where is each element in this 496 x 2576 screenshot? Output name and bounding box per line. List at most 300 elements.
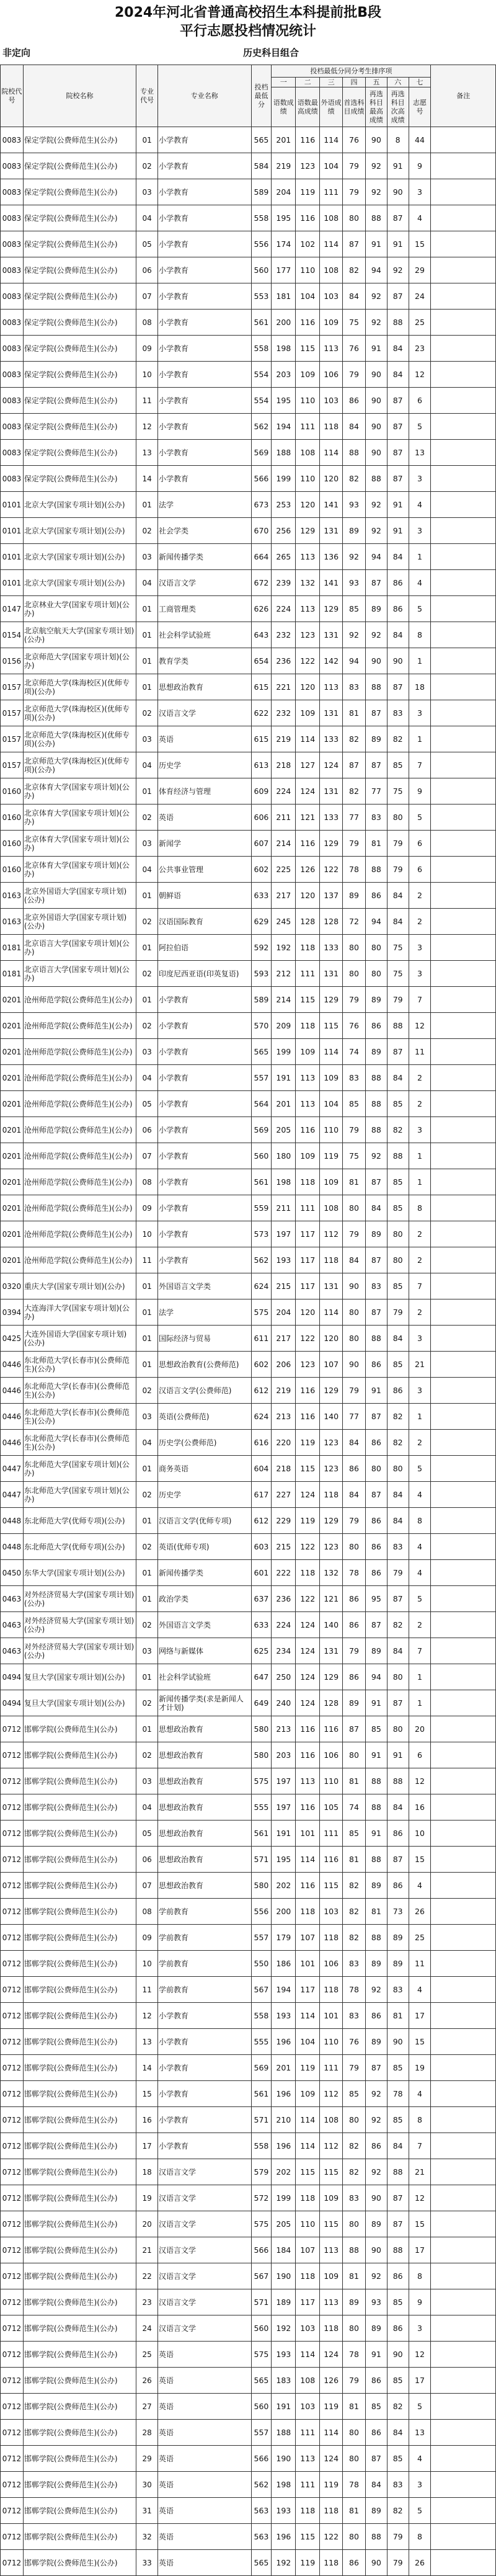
- foreign-language-cell: 110: [320, 2029, 343, 2055]
- second-subject-next-cell: 84: [387, 622, 409, 648]
- major-name-cell: 小学教育: [158, 179, 252, 205]
- table-row: [1, 336, 496, 362]
- remark-cell: [431, 1638, 496, 1664]
- table-row: [1, 1299, 496, 1326]
- school-code-cell: 0201: [1, 1247, 24, 1273]
- chinese-math-score-cell: 232: [272, 622, 296, 648]
- remark-cell: [431, 2263, 496, 2289]
- chinese-math-score-cell: 200: [272, 310, 296, 336]
- tiebreak-number: 一: [272, 78, 296, 87]
- remark-cell: [431, 518, 496, 544]
- remark-cell: [431, 1117, 496, 1143]
- admission-type-label: 非定向: [2, 47, 31, 58]
- chinese-math-score-cell: 190: [272, 2263, 296, 2289]
- school-code-cell: 0320: [1, 1273, 24, 1299]
- choice-number-cell: 11: [409, 1951, 431, 1977]
- second-subject-max-cell: 86: [365, 1560, 387, 1586]
- second-subject-next-cell: 87: [387, 1586, 409, 1612]
- chinese-math-max-cell: 118: [296, 1560, 320, 1586]
- chinese-math-score-cell: 212: [272, 961, 296, 987]
- tiebreak-number: 七: [409, 78, 431, 87]
- remark-cell: [431, 622, 496, 648]
- remark-cell: [431, 883, 496, 909]
- second-subject-max-cell: 91: [365, 1690, 387, 1716]
- first-subject-cell: 85: [343, 2081, 366, 2107]
- choice-number-cell: 5: [409, 804, 431, 831]
- remark-cell: [431, 935, 496, 961]
- second-subject-max-cell: 86: [365, 1430, 387, 1456]
- table-row: [1, 2133, 496, 2159]
- chinese-math-max-cell: 118: [296, 2185, 320, 2211]
- second-subject-next-cell: 86: [387, 1378, 409, 1404]
- choice-number-cell: 4: [409, 570, 431, 596]
- second-subject-next-cell: 75: [387, 961, 409, 987]
- major-code-cell: 04: [136, 570, 158, 596]
- second-subject-next-cell: 87: [387, 388, 409, 414]
- chinese-math-score-cell: 232: [272, 700, 296, 726]
- school-code-cell: 0712: [1, 2289, 24, 2315]
- remark-cell: [431, 414, 496, 440]
- major-code-cell: 04: [136, 752, 158, 778]
- min-score-cell: 575: [251, 1768, 272, 1794]
- choice-number-cell: 13: [409, 2420, 431, 2446]
- chinese-math-max-cell: 124: [296, 1664, 320, 1690]
- foreign-language-cell: 133: [320, 726, 343, 752]
- min-score-cell: 567: [251, 1977, 272, 2003]
- school-name-cell: 邯郸学院(公费师范生)(公办): [23, 2550, 136, 2576]
- school-code-cell: 0712: [1, 2185, 24, 2211]
- major-code-cell: 01: [136, 1664, 158, 1690]
- second-subject-next-cell: 82: [387, 1430, 409, 1456]
- foreign-language-cell: 109: [320, 2185, 343, 2211]
- second-subject-max-cell: 88: [365, 1925, 387, 1951]
- first-subject-cell: 89: [343, 518, 366, 544]
- major-name-cell: 国际经济与贸易: [158, 1326, 252, 1352]
- chinese-math-score-cell: 215: [272, 1534, 296, 1560]
- foreign-language-cell: 108: [320, 257, 343, 283]
- major-name-cell: 外国语言文学类: [158, 1273, 252, 1299]
- school-name-cell: 保定学院(公费师范生)(公办): [23, 231, 136, 257]
- table-row: [1, 2185, 496, 2211]
- chinese-math-score-cell: 181: [272, 283, 296, 310]
- chinese-math-max-cell: 118: [296, 1013, 320, 1039]
- chinese-math-max-cell: 115: [296, 336, 320, 362]
- choice-number-cell: 1: [409, 1690, 431, 1716]
- remark-cell: [431, 752, 496, 778]
- chinese-math-max-cell: 114: [296, 2107, 320, 2133]
- major-code-cell: 02: [136, 1378, 158, 1404]
- first-subject-cell: 80: [343, 2315, 366, 2342]
- major-name-cell: 汉语国际教育: [158, 909, 252, 935]
- chinese-math-max-cell: 118: [296, 2263, 320, 2289]
- min-score-cell: 569: [251, 1117, 272, 1143]
- table-row: [1, 648, 496, 674]
- first-subject-cell: 86: [343, 2550, 366, 2576]
- first-subject-cell: 82: [343, 2159, 366, 2185]
- choice-number-cell: 25: [409, 1925, 431, 1951]
- school-name-cell: 对外经济贸易大学(国家专项计划)(公办): [23, 1638, 136, 1664]
- school-name-cell: 东北师范大学(长春市)(公费师范生)(公办): [23, 1378, 136, 1404]
- first-subject-cell: 84: [343, 1430, 366, 1456]
- school-name-cell: 沧州师范学院(公费师范生)(公办): [23, 1091, 136, 1117]
- chinese-math-max-cell: 122: [296, 1326, 320, 1352]
- school-name-cell: 邯郸学院(公费师范生)(公办): [23, 2185, 136, 2211]
- first-subject-cell: 79: [343, 362, 366, 388]
- foreign-language-cell: 128: [320, 909, 343, 935]
- remark-cell: [431, 127, 496, 153]
- min-score-cell: 555: [251, 2029, 272, 2055]
- foreign-language-cell: 140: [320, 1612, 343, 1638]
- second-subject-max-cell: 92: [365, 1977, 387, 2003]
- major-code-cell: 03: [136, 1638, 158, 1664]
- school-code-cell: 0083: [1, 283, 24, 310]
- chinese-math-max-cell: 109: [296, 1039, 320, 1065]
- second-subject-next-cell: 87: [387, 2185, 409, 2211]
- foreign-language-cell: 118: [320, 1482, 343, 1508]
- major-code-cell: 03: [136, 1404, 158, 1430]
- min-score-cell: 560: [251, 2315, 272, 2342]
- chinese-math-max-cell: 120: [296, 492, 320, 518]
- choice-number-cell: 26: [409, 1899, 431, 1925]
- second-subject-max-cell: 89: [365, 987, 387, 1013]
- school-name-cell: 邯郸学院(公费师范生)(公办): [23, 2211, 136, 2237]
- chinese-math-score-cell: 200: [272, 1899, 296, 1925]
- foreign-language-cell: 123: [320, 1456, 343, 1482]
- second-subject-max-cell: 89: [365, 1951, 387, 1977]
- min-score-cell: 565: [251, 2550, 272, 2576]
- school-code-cell: 0157: [1, 752, 24, 778]
- major-code-cell: 01: [136, 1456, 158, 1482]
- school-name-cell: 北京大学(国家专项计划)(公办): [23, 544, 136, 570]
- table-row: [1, 2211, 496, 2237]
- school-code-cell: 0157: [1, 700, 24, 726]
- major-name-cell: 网络与新媒体: [158, 1638, 252, 1664]
- school-name-cell: 邯郸学院(公费师范生)(公办): [23, 2446, 136, 2472]
- min-score-cell: 571: [251, 1847, 272, 1873]
- school-code-cell: 0712: [1, 2107, 24, 2133]
- chinese-math-score-cell: 218: [272, 1456, 296, 1482]
- chinese-math-max-cell: 119: [296, 2055, 320, 2081]
- first-subject-cell: 88: [343, 2237, 366, 2263]
- choice-number-cell: 8: [409, 2524, 431, 2550]
- choice-number-cell: 6: [409, 831, 431, 857]
- choice-number-cell: 5: [409, 2394, 431, 2420]
- major-code-cell: 03: [136, 1039, 158, 1065]
- major-name-cell: 朝鲜语: [158, 883, 252, 909]
- first-subject-cell: 79: [343, 1508, 366, 1534]
- second-subject-next-cell: 91: [387, 231, 409, 257]
- foreign-language-cell: 133: [320, 935, 343, 961]
- remark-cell: [431, 466, 496, 492]
- choice-number-cell: 25: [409, 310, 431, 336]
- min-score-cell: 561: [251, 1821, 272, 1847]
- remark-cell: [431, 1299, 496, 1326]
- remark-cell: [431, 544, 496, 570]
- major-name-cell: 英语: [158, 2368, 252, 2394]
- second-subject-next-cell: 90: [387, 179, 409, 205]
- remark-cell: [431, 492, 496, 518]
- first-subject-cell: 80: [343, 2446, 366, 2472]
- chinese-math-max-cell: 115: [296, 1456, 320, 1482]
- school-code-cell: 0201: [1, 1013, 24, 1039]
- foreign-language-cell: 142: [320, 648, 343, 674]
- second-subject-max-cell: 80: [365, 935, 387, 961]
- school-name-cell: 东北师范大学(长春市)(公费师范生)(公办): [23, 1430, 136, 1456]
- school-code-cell: 0712: [1, 2211, 24, 2237]
- second-subject-max-cell: 89: [365, 1873, 387, 1899]
- chinese-math-score-cell: 199: [272, 466, 296, 492]
- major-code-cell: 10: [136, 1221, 158, 1247]
- chinese-math-max-cell: 110: [296, 257, 320, 283]
- chinese-math-max-cell: 111: [296, 2472, 320, 2498]
- school-code-cell: 0712: [1, 2446, 24, 2472]
- major-code-cell: 09: [136, 1195, 158, 1221]
- choice-number-cell: 21: [409, 1352, 431, 1378]
- major-name-cell: 思想政治教育: [158, 1716, 252, 1742]
- remark-cell: [431, 2211, 496, 2237]
- major-name-cell: 历史学: [158, 1482, 252, 1508]
- min-score-cell: 557: [251, 1925, 272, 1951]
- table-row: [1, 596, 496, 622]
- school-code-cell: 0712: [1, 1873, 24, 1899]
- school-code-cell: 0712: [1, 1716, 24, 1742]
- foreign-language-cell: 110: [320, 1768, 343, 1794]
- choice-number-cell: 2: [409, 883, 431, 909]
- school-name-cell: 大连海洋大学(国家专项计划)(公办): [23, 1299, 136, 1326]
- foreign-language-cell: 118: [320, 2550, 343, 2576]
- major-code-cell: 27: [136, 2394, 158, 2420]
- chinese-math-max-cell: 116: [296, 1117, 320, 1143]
- chinese-math-max-cell: 124: [296, 1638, 320, 1664]
- school-name-cell: 邯郸学院(公费师范生)(公办): [23, 1821, 136, 1847]
- foreign-language-cell: 118: [320, 1247, 343, 1273]
- school-name-cell: 沧州师范学院(公费师范生)(公办): [23, 987, 136, 1013]
- foreign-language-cell: 129: [320, 596, 343, 622]
- major-code-cell: 02: [136, 1690, 158, 1716]
- second-subject-max-cell: 89: [365, 2211, 387, 2237]
- major-code-cell: 20: [136, 2211, 158, 2237]
- chinese-math-score-cell: 193: [272, 1247, 296, 1273]
- chinese-math-score-cell: 250: [272, 1664, 296, 1690]
- first-subject-cell: 85: [343, 596, 366, 622]
- choice-number-cell: 7: [409, 1638, 431, 1664]
- school-name-cell: 邯郸学院(公费师范生)(公办): [23, 2368, 136, 2394]
- min-score-cell: 563: [251, 2498, 272, 2524]
- first-subject-cell: 89: [343, 883, 366, 909]
- major-code-cell: 01: [136, 987, 158, 1013]
- major-name-cell: 汉语言文学: [158, 700, 252, 726]
- chinese-math-score-cell: 218: [272, 752, 296, 778]
- chinese-math-score-cell: 211: [272, 804, 296, 831]
- table-row: [1, 2289, 496, 2315]
- second-subject-next-cell: 86: [387, 596, 409, 622]
- major-code-cell: 01: [136, 1352, 158, 1378]
- major-name-cell: 新闻传播学类: [158, 544, 252, 570]
- major-code-cell: 11: [136, 1977, 158, 2003]
- chinese-math-score-cell: 180: [272, 1143, 296, 1169]
- choice-number-cell: 17: [409, 2003, 431, 2029]
- foreign-language-cell: 115: [320, 1873, 343, 1899]
- school-name-cell: 沧州师范学院(公费师范生)(公办): [23, 1195, 136, 1221]
- remark-cell: [431, 1951, 496, 1977]
- chinese-math-max-cell: 110: [296, 2211, 320, 2237]
- school-name-cell: 北京语言大学(国家专项计划)(公办): [23, 961, 136, 987]
- school-name-cell: 对外经济贸易大学(国家专项计划)(公办): [23, 1586, 136, 1612]
- tiebreak-label: 志愿号: [409, 87, 431, 127]
- major-code-cell: 01: [136, 935, 158, 961]
- second-subject-next-cell: 87: [387, 1039, 409, 1065]
- second-subject-max-cell: 93: [365, 2289, 387, 2315]
- first-subject-cell: 94: [343, 648, 366, 674]
- tiebreak-label: 语数最高成绩: [296, 87, 320, 127]
- col-header-tiebreak-group: 投档最低分同分考生排序项: [272, 65, 431, 78]
- chinese-math-max-cell: 108: [296, 440, 320, 466]
- choice-number-cell: 12: [409, 2185, 431, 2211]
- school-name-cell: 保定学院(公费师范生)(公办): [23, 283, 136, 310]
- choice-number-cell: 3: [409, 1326, 431, 1352]
- major-code-cell: 01: [136, 596, 158, 622]
- table-row: [1, 492, 496, 518]
- chinese-math-score-cell: 206: [272, 1352, 296, 1378]
- chinese-math-score-cell: 197: [272, 1794, 296, 1821]
- choice-number-cell: 8: [409, 1508, 431, 1534]
- school-name-cell: 保定学院(公费师范生)(公办): [23, 257, 136, 283]
- choice-number-cell: 4: [409, 1482, 431, 1508]
- first-subject-cell: 90: [343, 1273, 366, 1299]
- second-subject-max-cell: 88: [365, 1326, 387, 1352]
- first-subject-cell: 87: [343, 1716, 366, 1742]
- school-name-cell: 东北师范大学(优师专项)(公办): [23, 1508, 136, 1534]
- first-subject-cell: 93: [343, 492, 366, 518]
- school-code-cell: 0163: [1, 909, 24, 935]
- major-code-cell: 15: [136, 2081, 158, 2107]
- school-code-cell: 0083: [1, 310, 24, 336]
- table-row: [1, 2237, 496, 2263]
- major-name-cell: 英语: [158, 726, 252, 752]
- choice-number-cell: 17: [409, 2368, 431, 2394]
- remark-cell: [431, 726, 496, 752]
- chinese-math-max-cell: 119: [296, 1508, 320, 1534]
- remark-cell: [431, 2289, 496, 2315]
- second-subject-max-cell: 90: [365, 362, 387, 388]
- tiebreak-label: 再选科目次高成绩: [387, 87, 409, 127]
- school-code-cell: 0712: [1, 1768, 24, 1794]
- min-score-cell: 557: [251, 1065, 272, 1091]
- min-score-cell: 560: [251, 257, 272, 283]
- major-code-cell: 12: [136, 414, 158, 440]
- col-header-major-code: 专业代号: [136, 65, 158, 127]
- foreign-language-cell: 123: [320, 1430, 343, 1456]
- school-name-cell: 沧州师范学院(公费师范生)(公办): [23, 1065, 136, 1091]
- remark-cell: [431, 674, 496, 700]
- first-subject-cell: 79: [343, 179, 366, 205]
- tiebreak-label: 再选科目最高成绩: [365, 87, 387, 127]
- school-name-cell: 邯郸学院(公费师范生)(公办): [23, 2159, 136, 2185]
- major-code-cell: 12: [136, 2003, 158, 2029]
- first-subject-cell: 81: [343, 1169, 366, 1195]
- school-name-cell: 北京大学(国家专项计划)(公办): [23, 570, 136, 596]
- table-row: [1, 2263, 496, 2289]
- school-name-cell: 东北师范大学(优师专项)(公办): [23, 1534, 136, 1560]
- second-subject-max-cell: 91: [365, 231, 387, 257]
- table-row: [1, 2107, 496, 2133]
- foreign-language-cell: 118: [320, 1925, 343, 1951]
- major-name-cell: 小学教育: [158, 466, 252, 492]
- second-subject-next-cell: 87: [387, 466, 409, 492]
- remark-cell: [431, 2159, 496, 2185]
- second-subject-max-cell: 88: [365, 466, 387, 492]
- chinese-math-max-cell: 118: [296, 935, 320, 961]
- min-score-cell: 643: [251, 622, 272, 648]
- second-subject-next-cell: 80: [387, 1456, 409, 1482]
- school-name-cell: 保定学院(公费师范生)(公办): [23, 310, 136, 336]
- choice-number-cell: 8: [409, 2107, 431, 2133]
- second-subject-next-cell: 83: [387, 1977, 409, 2003]
- foreign-language-cell: 116: [320, 1716, 343, 1742]
- major-name-cell: 英语: [158, 804, 252, 831]
- remark-cell: [431, 2394, 496, 2420]
- remark-cell: [431, 831, 496, 857]
- school-code-cell: 0083: [1, 466, 24, 492]
- chinese-math-max-cell: 126: [296, 857, 320, 883]
- chinese-math-max-cell: 116: [296, 1404, 320, 1430]
- major-code-cell: 17: [136, 2133, 158, 2159]
- remark-cell: [431, 1404, 496, 1430]
- first-subject-cell: 86: [343, 1612, 366, 1638]
- school-name-cell: 保定学院(公费师范生)(公办): [23, 362, 136, 388]
- col-header-remark: 备注: [431, 65, 496, 127]
- major-name-cell: 新闻传播学类: [158, 1560, 252, 1586]
- choice-number-cell: 2: [409, 909, 431, 935]
- second-subject-max-cell: 86: [365, 2368, 387, 2394]
- second-subject-next-cell: 88: [387, 310, 409, 336]
- table-row: [1, 414, 496, 440]
- tiebreak-number: 六: [387, 78, 409, 87]
- school-name-cell: 邯郸学院(公费师范生)(公办): [23, 2107, 136, 2133]
- second-subject-next-cell: 85: [387, 752, 409, 778]
- school-code-cell: 0712: [1, 1742, 24, 1768]
- chinese-math-score-cell: 188: [272, 440, 296, 466]
- chinese-math-score-cell: 245: [272, 909, 296, 935]
- remark-cell: [431, 1716, 496, 1742]
- chinese-math-score-cell: 188: [272, 2420, 296, 2446]
- remark-cell: [431, 2133, 496, 2159]
- major-code-cell: 09: [136, 1925, 158, 1951]
- table-row: [1, 935, 496, 961]
- chinese-math-max-cell: 101: [296, 1821, 320, 1847]
- chinese-math-max-cell: 102: [296, 231, 320, 257]
- remark-cell: [431, 1664, 496, 1690]
- second-subject-next-cell: 87: [387, 2211, 409, 2237]
- chinese-math-max-cell: 118: [296, 1899, 320, 1925]
- first-subject-cell: 82: [343, 778, 366, 804]
- major-code-cell: 01: [136, 1299, 158, 1326]
- second-subject-next-cell: 84: [387, 544, 409, 570]
- second-subject-max-cell: 88: [365, 857, 387, 883]
- school-name-cell: 邯郸学院(公费师范生)(公办): [23, 1847, 136, 1873]
- foreign-language-cell: 115: [320, 2211, 343, 2237]
- foreign-language-cell: 109: [320, 1169, 343, 1195]
- school-code-cell: 0712: [1, 2394, 24, 2420]
- major-code-cell: 01: [136, 1716, 158, 1742]
- foreign-language-cell: 129: [320, 831, 343, 857]
- chinese-math-max-cell: 117: [296, 1247, 320, 1273]
- chinese-math-score-cell: 210: [272, 2107, 296, 2133]
- choice-number-cell: 7: [409, 752, 431, 778]
- table-header: [1, 65, 496, 127]
- second-subject-next-cell: 85: [387, 2107, 409, 2133]
- school-code-cell: 0083: [1, 388, 24, 414]
